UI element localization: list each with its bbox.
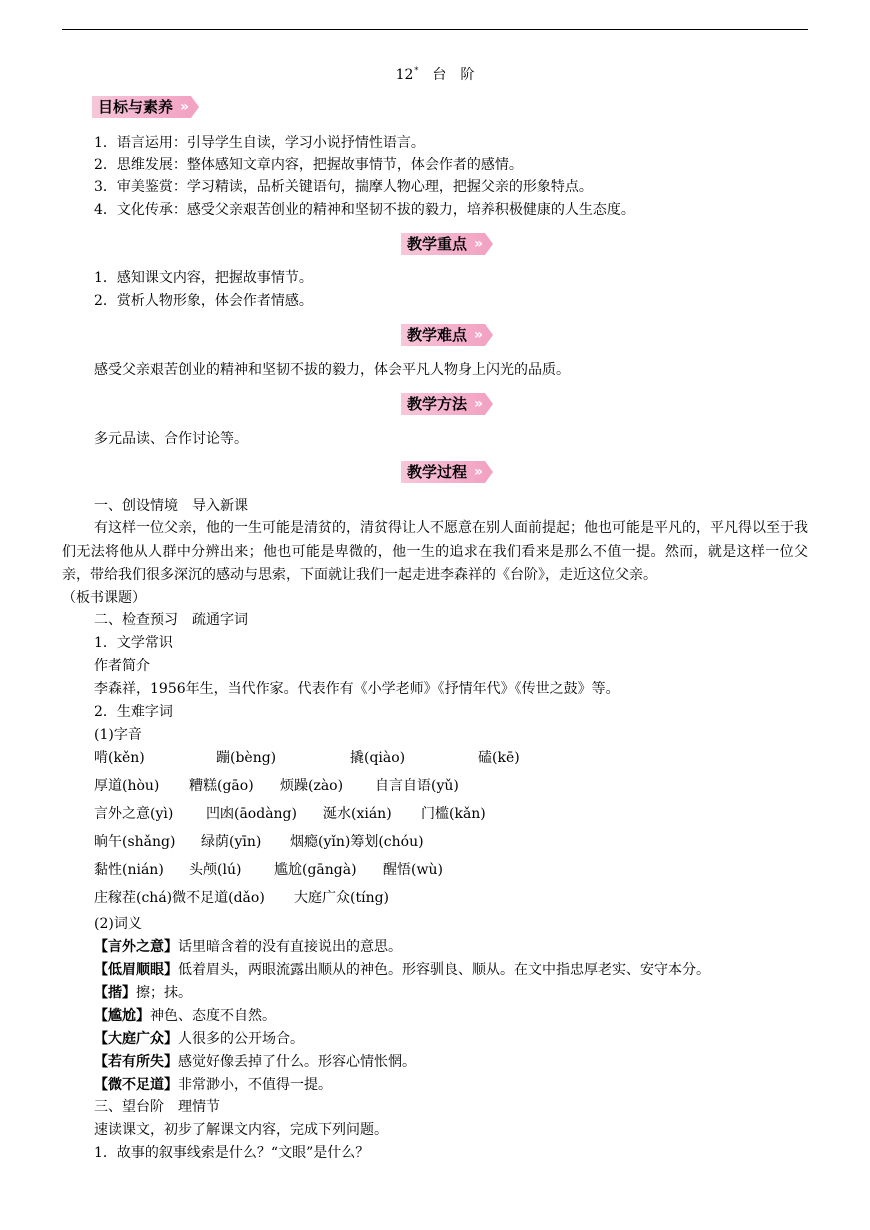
banner-difficulties [401,324,485,346]
pron-item: 晌午(shǎng) [94,834,176,850]
key-point-2: 2．赏析人物形象，体会作者情感。 [94,293,313,309]
method-text: 多元品读、合作讨论等。 [94,431,248,447]
pron-item: 磕(kē) [478,750,520,766]
goal-item-3: 3．审美鉴赏：学习精读，品析关键语句，揣摩人物心理，把握父亲的形象特点。 [94,179,593,195]
pron-item: 黏性(nián) [94,862,164,878]
banner-goals [92,96,191,118]
pron-item: 烦躁(zào) [280,778,344,794]
meaning-term: 【若有所失】 [94,1054,178,1070]
meaning-text: 神色、态度不自然。 [150,1008,276,1024]
pron-item: 大庭广众(tíng) [294,890,390,906]
lesson-mark: * [414,66,419,75]
banner-difficulties-label: 教学难点 [407,326,468,344]
pron-item: 言外之意(yì) [94,806,174,822]
meaning-text: 非常渺小，不值得一提。 [178,1077,332,1093]
banner-process-label: 教学过程 [407,463,468,481]
meaning-text: 人很多的公开场合。 [178,1031,304,1047]
lit-heading: 1．文学常识 [94,635,173,651]
intro-paragraph: 有这样一位父亲，他的一生可能是清贫的，清贫得让人不愿意在别人面前提起；他也可能是平凡的，平凡得以至于我们无法将他从人群中分辨出来；他也可能是卑微的，他一生的追求在我们看来是那么不值一提。然而，就是这样一位父亲，带给我们很多深沉的感动与思索，下面就让我们一起走进李森祥的《台阶》，走近这位父亲。 [62,520,808,583]
meaning-term: 【微不足道】 [94,1077,178,1093]
page-title [0,64,870,84]
banner-key-points-label: 教学重点 [407,235,468,253]
pron-item: 厚道(hòu) [94,778,160,794]
chevron-icon: » [473,464,484,480]
meaning-item-7 [94,1075,332,1095]
pron-heading: (1)字音 [94,727,142,743]
pron-item: 绿荫(yīn) [201,834,262,850]
meaning-text: 感觉好像丢掉了什么。形容心情怅惘。 [178,1054,416,1070]
author-heading: 作者简介 [94,658,150,674]
pron-item: 撬(qiào) [350,750,406,766]
chevron-icon: » [473,327,484,343]
banner-methods-label: 教学方法 [407,395,468,413]
pron-item: 啃(kěn) [94,750,145,766]
chevron-icon: » [473,396,484,412]
banner-goals-label: 目标与素养 [98,98,174,116]
pron-item: 醒悟(wù) [383,862,443,878]
chevron-icon: » [473,236,484,252]
author-text: 李森祥，1956年生，当代作家。代表作有《小学老师》《抒情年代》《传世之鼓》等。 [94,681,620,697]
step-3-heading: 三、望台阶 理情节 [94,1099,220,1115]
meaning-item-4 [94,1006,276,1026]
meaning-item-1 [94,937,402,957]
pron-item: 凹凼(āodàng) [206,806,297,822]
lesson-number: 12 [395,67,414,83]
question-1: 1．故事的叙事线索是什么？“文眼”是什么？ [94,1145,370,1161]
meaning-term: 【大庭广众】 [94,1031,178,1047]
meaning-term: 【低眉顺眼】 [94,962,178,978]
key-point-1: 1．感知课文内容，把握故事情节。 [94,270,313,286]
meaning-item-5 [94,1029,304,1049]
meaning-item-6 [94,1052,416,1072]
step-1-heading: 一、创设情境 导入新课 [94,498,248,514]
meaning-text: 低着眉头，两眼流露出顺从的神色。形容驯良、顺从。在文中指忠厚老实、安守本分。 [178,962,710,978]
chevron-icon: » [179,99,190,115]
task-text: 速读课文，初步了解课文内容，完成下列问题。 [94,1122,388,1138]
meaning-heading: (2)词义 [94,916,142,932]
goal-item-1: 1．语言运用：引导学生自读，学习小说抒情性语言。 [94,135,425,151]
pron-item: 头颅(lú) [189,862,242,878]
meaning-item-3 [94,983,192,1003]
pron-item: 烟瘾(yǐn)筹划(chóu) [290,834,424,850]
meaning-term: 【尴尬】 [94,1008,150,1024]
header-rule [62,29,808,30]
difficulty-text: 感受父亲艰苦创业的精神和坚韧不拔的毅力，体会平凡人物身上闪光的品质。 [94,362,570,378]
pron-item: 尴尬(gāngà) [274,862,357,878]
title-char-1: 台 [432,67,447,83]
meaning-item-2 [94,960,710,980]
goal-item-2: 2．思维发展：整体感知文章内容，把握故事情节，体会作者的感情。 [94,157,523,173]
goal-item-4: 4．文化传承：感受父亲艰苦创业的精神和坚韧不拔的毅力，培养积极健康的人生态度。 [94,202,635,218]
meaning-term: 【言外之意】 [94,939,178,955]
pron-item: 自言自语(yǔ) [375,778,459,794]
banner-process [401,461,485,483]
step-2-heading: 二、检查预习 疏通字词 [94,612,248,628]
pron-item: 蹦(bèng) [216,750,277,766]
pron-item: 庄稼茬(chá)微不足道(dǎo) [94,890,265,906]
board-note: （板书课题） [62,590,146,606]
meaning-text: 话里暗含着的没有直接说出的意思。 [178,939,402,955]
title-char-2: 阶 [460,67,475,83]
banner-key-points [401,233,485,255]
words-heading: 2．生难字词 [94,704,173,720]
meaning-term: 【揩】 [94,985,136,1001]
banner-methods [401,393,485,415]
pron-item: 糟糕(gāo) [189,778,254,794]
meaning-text: 擦；抹。 [136,985,192,1001]
pron-item: 门槛(kǎn) [421,806,486,822]
pron-item: 涎水(xián) [323,806,392,822]
